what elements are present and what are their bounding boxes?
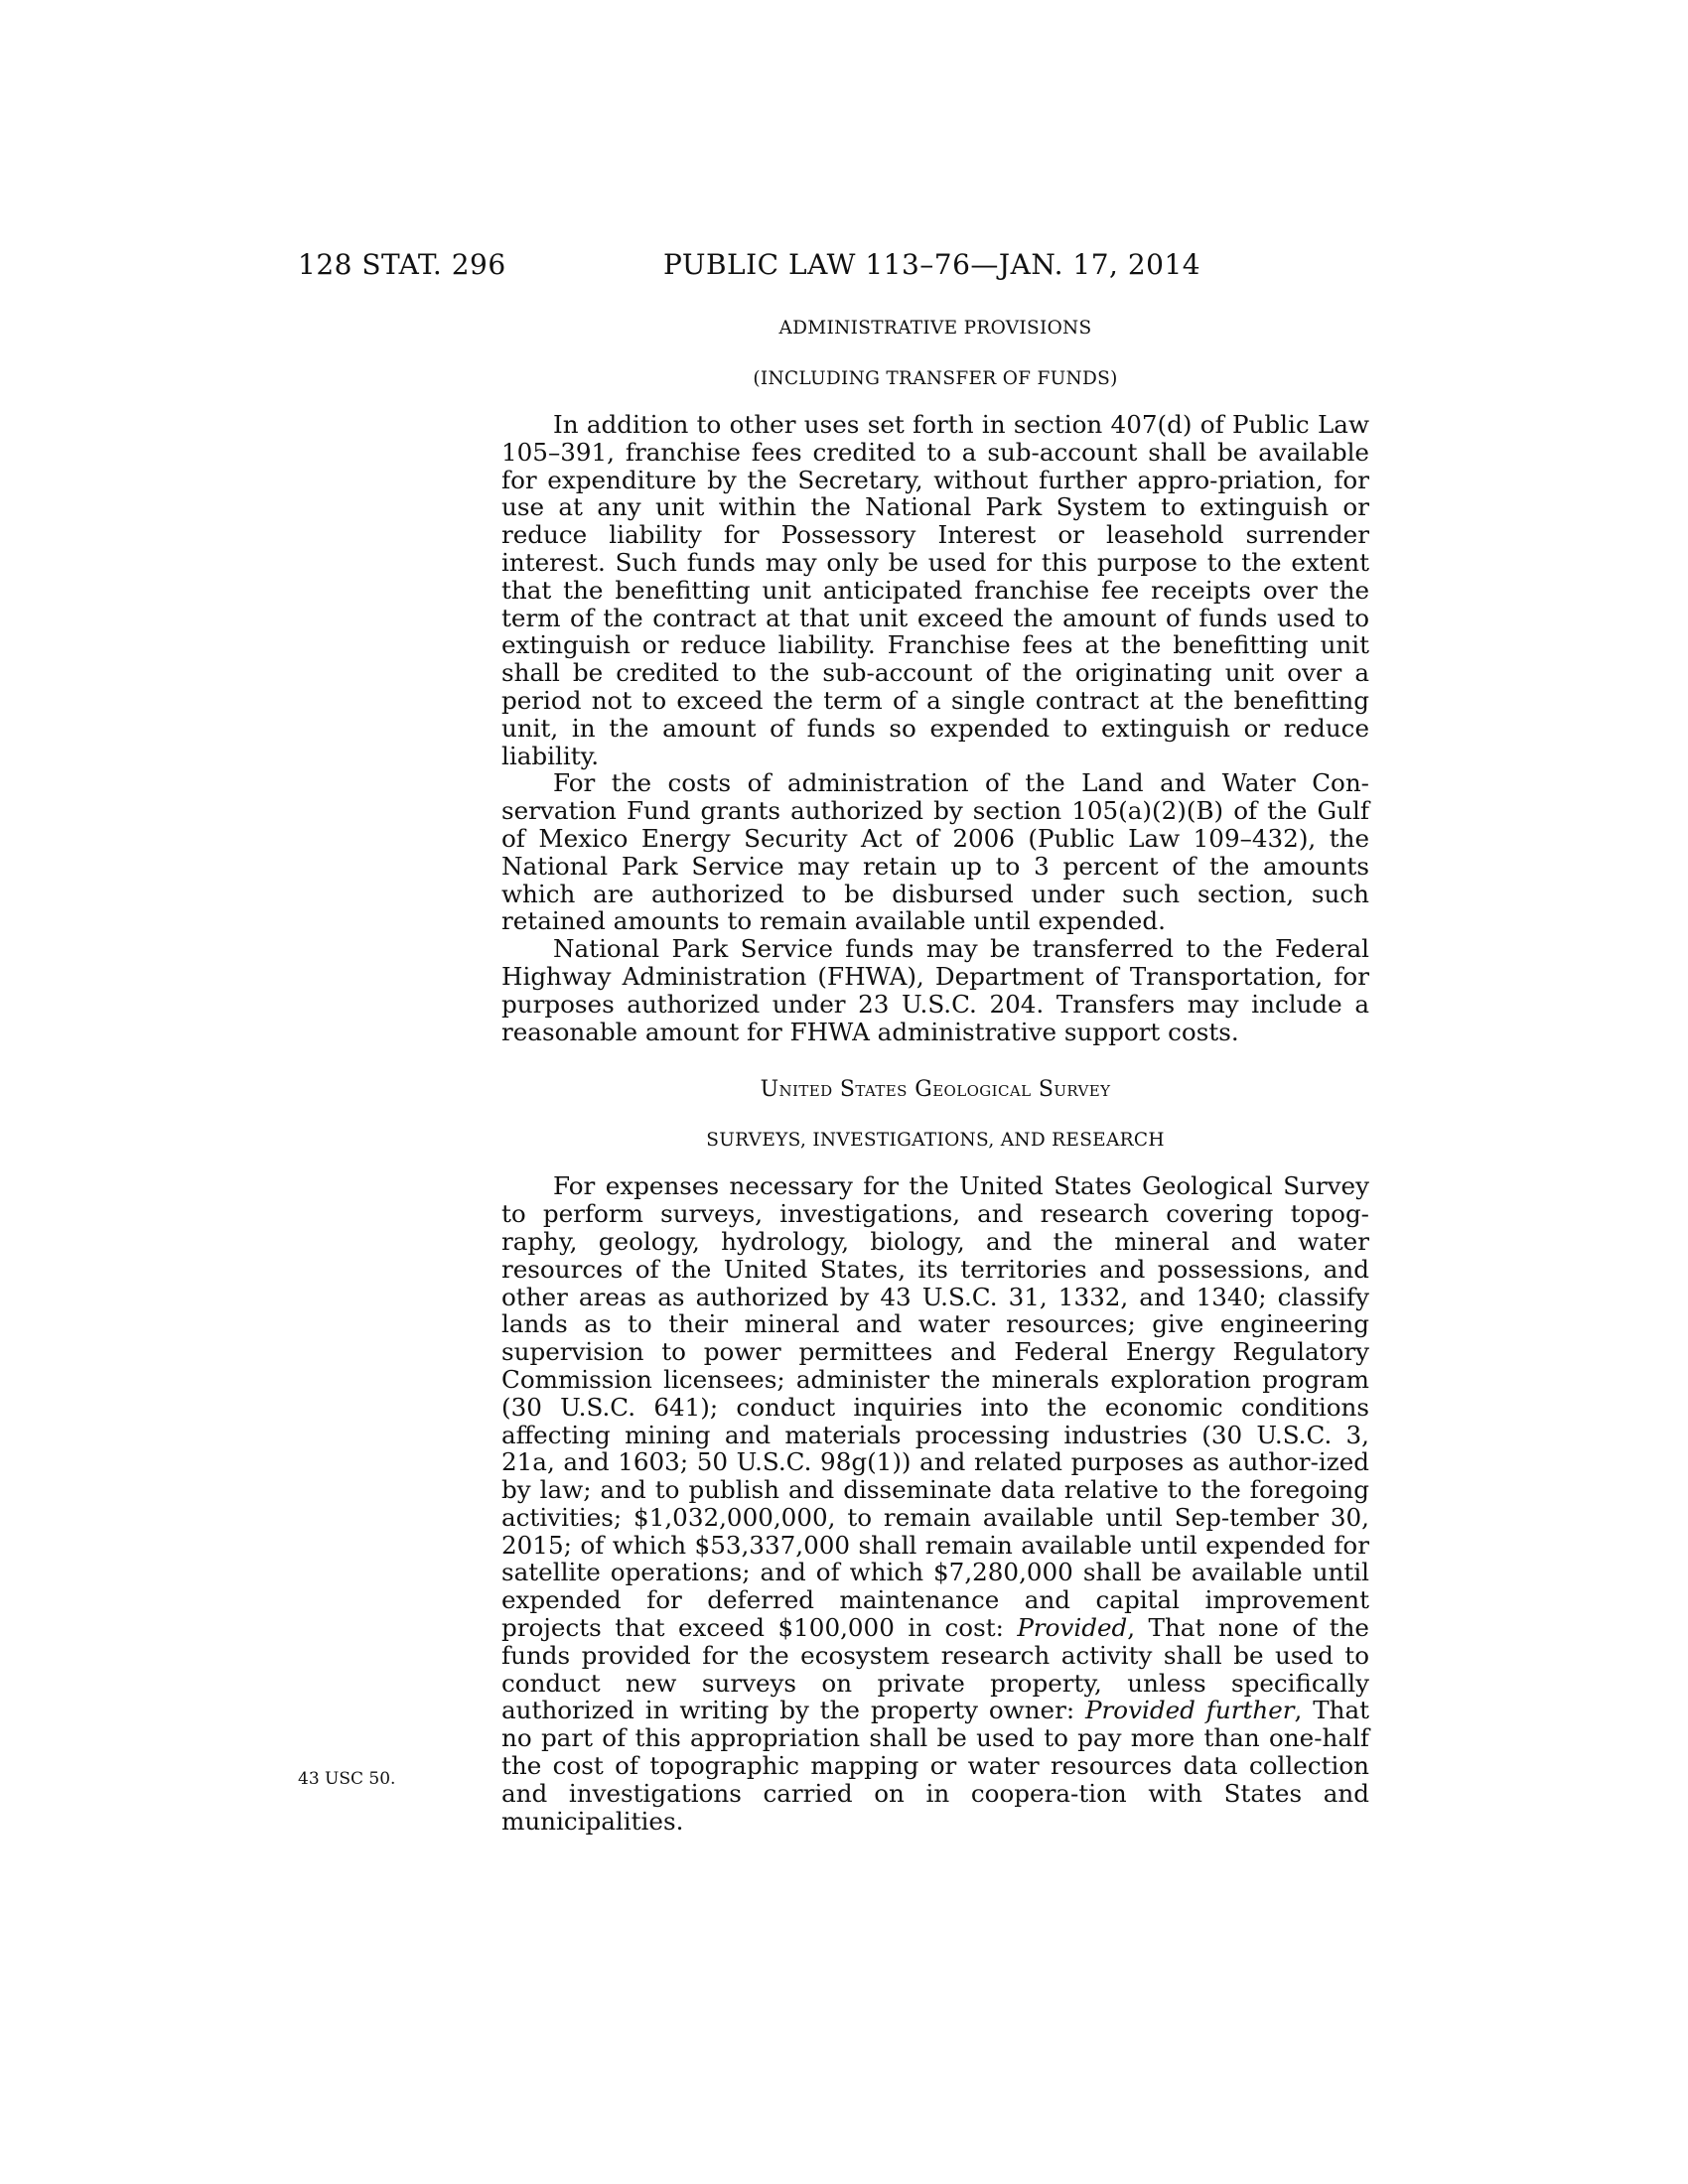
provided-proviso: Provided <box>1017 1613 1128 1643</box>
document-body <box>501 318 1369 1835</box>
stat-page-reference: 128 STAT. 296 <box>298 248 506 281</box>
usgs-heading: United States Geological Survey <box>760 1077 1111 1103</box>
fhwa-transfer-paragraph: National Park Service funds may be transferred to the Federal Highway Administration (FHWA), Department of Transportation, for purposes authorized under 23 U.S.C. 204. Transfers may include a reasonable amount for FHWA administrative support costs. <box>501 934 1369 1046</box>
lwcf-administration-paragraph: For the costs of administration of the Land and Water Con-servation Fund grants authorized by section 105(a)(2)(B) of the Gulf of Mexico Energy Security Act of 2006 (Public Law 109–432), the National Park Service may retain up to 3 percent of the amounts which are authorized to be disbursed under such section, such retained amounts to remain available until expended. <box>501 768 1369 936</box>
transfer-of-funds-heading: (INCLUDING TRANSFER OF FUNDS) <box>753 368 1118 389</box>
page-header <box>298 248 1400 288</box>
usgs-text-part-3: , That no part of this appropriation shall be used to pay more than one-half the cost of topographic mapping or water resources data collection and investigations carried on in coopera-tion with States and municipalities. <box>501 1696 1369 1836</box>
franchise-fees-paragraph: In addition to other uses set forth in section 407(d) of Public Law 105–391, franchise fees credited to a sub-account shall be available for expenditure by the Secretary, without further appro-priation, for use at any unit within the National Park System to extinguish or reduce liability for Possessory Interest or leasehold surrender interest. Such funds may only be used for this purpose to the extent that the benefitting unit anticipated franchise fee receipts over the term of the contract at that unit exceed the amount of funds used to extinguish or reduce liability. Franchise fees at the benefitting unit shall be credited to the sub-account of the originating unit over a period not to exceed the term of a single contract at the benefitting unit, in the amount of funds so expended to extinguish or reduce liability. <box>501 410 1369 770</box>
usgs-appropriation-paragraph <box>501 1172 1369 1835</box>
administrative-provisions-heading: ADMINISTRATIVE PROVISIONS <box>778 318 1092 339</box>
usgs-text-part-2: , That none of the funds provided for the ecosystem research activity shall be used to conduct new surveys on private property, unless specifically authorized in writing by the property owner: <box>501 1613 1369 1725</box>
usgs-text-part-1: For expenses necessary for the United States Geological Survey to perform surveys, investigations, and research covering topog-raphy, geology, hydrology, biology, and the mineral and water resources of the United States, its territories and possessions, and other areas as authorized by 43 U.S.C. 31, 1332, and 1340; classify lands as to their mineral and water resources; give engineering supervision to power permittees and Federal Energy Regulatory Commission licensees; administer the minerals exploration program (30 U.S.C. 641); conduct inquiries into the economic conditions affecting mining and materials processing industries (30 U.S.C. 3, 21a, and 1603; 50 U.S.C. 98g(1)) and related purposes as author-ized by law; and to publish and disseminate data relative to the foregoing activities; $1,032,000,000, to remain available until Sep-tember 30, 2015; of which $53,337,000 shall remain available until expended for satellite operations; and of which $7,280,000 shall be available until expended for deferred maintenance and capital improvement projects that exceed $100,000 in cost: <box>501 1171 1369 1643</box>
usc-margin-note: 43 USC 50. <box>298 1769 396 1789</box>
surveys-investigations-heading: SURVEYS, INVESTIGATIONS, AND RESEARCH <box>706 1130 1165 1152</box>
provided-further-proviso: Provided further <box>1085 1696 1295 1725</box>
public-law-title: PUBLIC LAW 113–76—JAN. 17, 2014 <box>663 248 1201 281</box>
